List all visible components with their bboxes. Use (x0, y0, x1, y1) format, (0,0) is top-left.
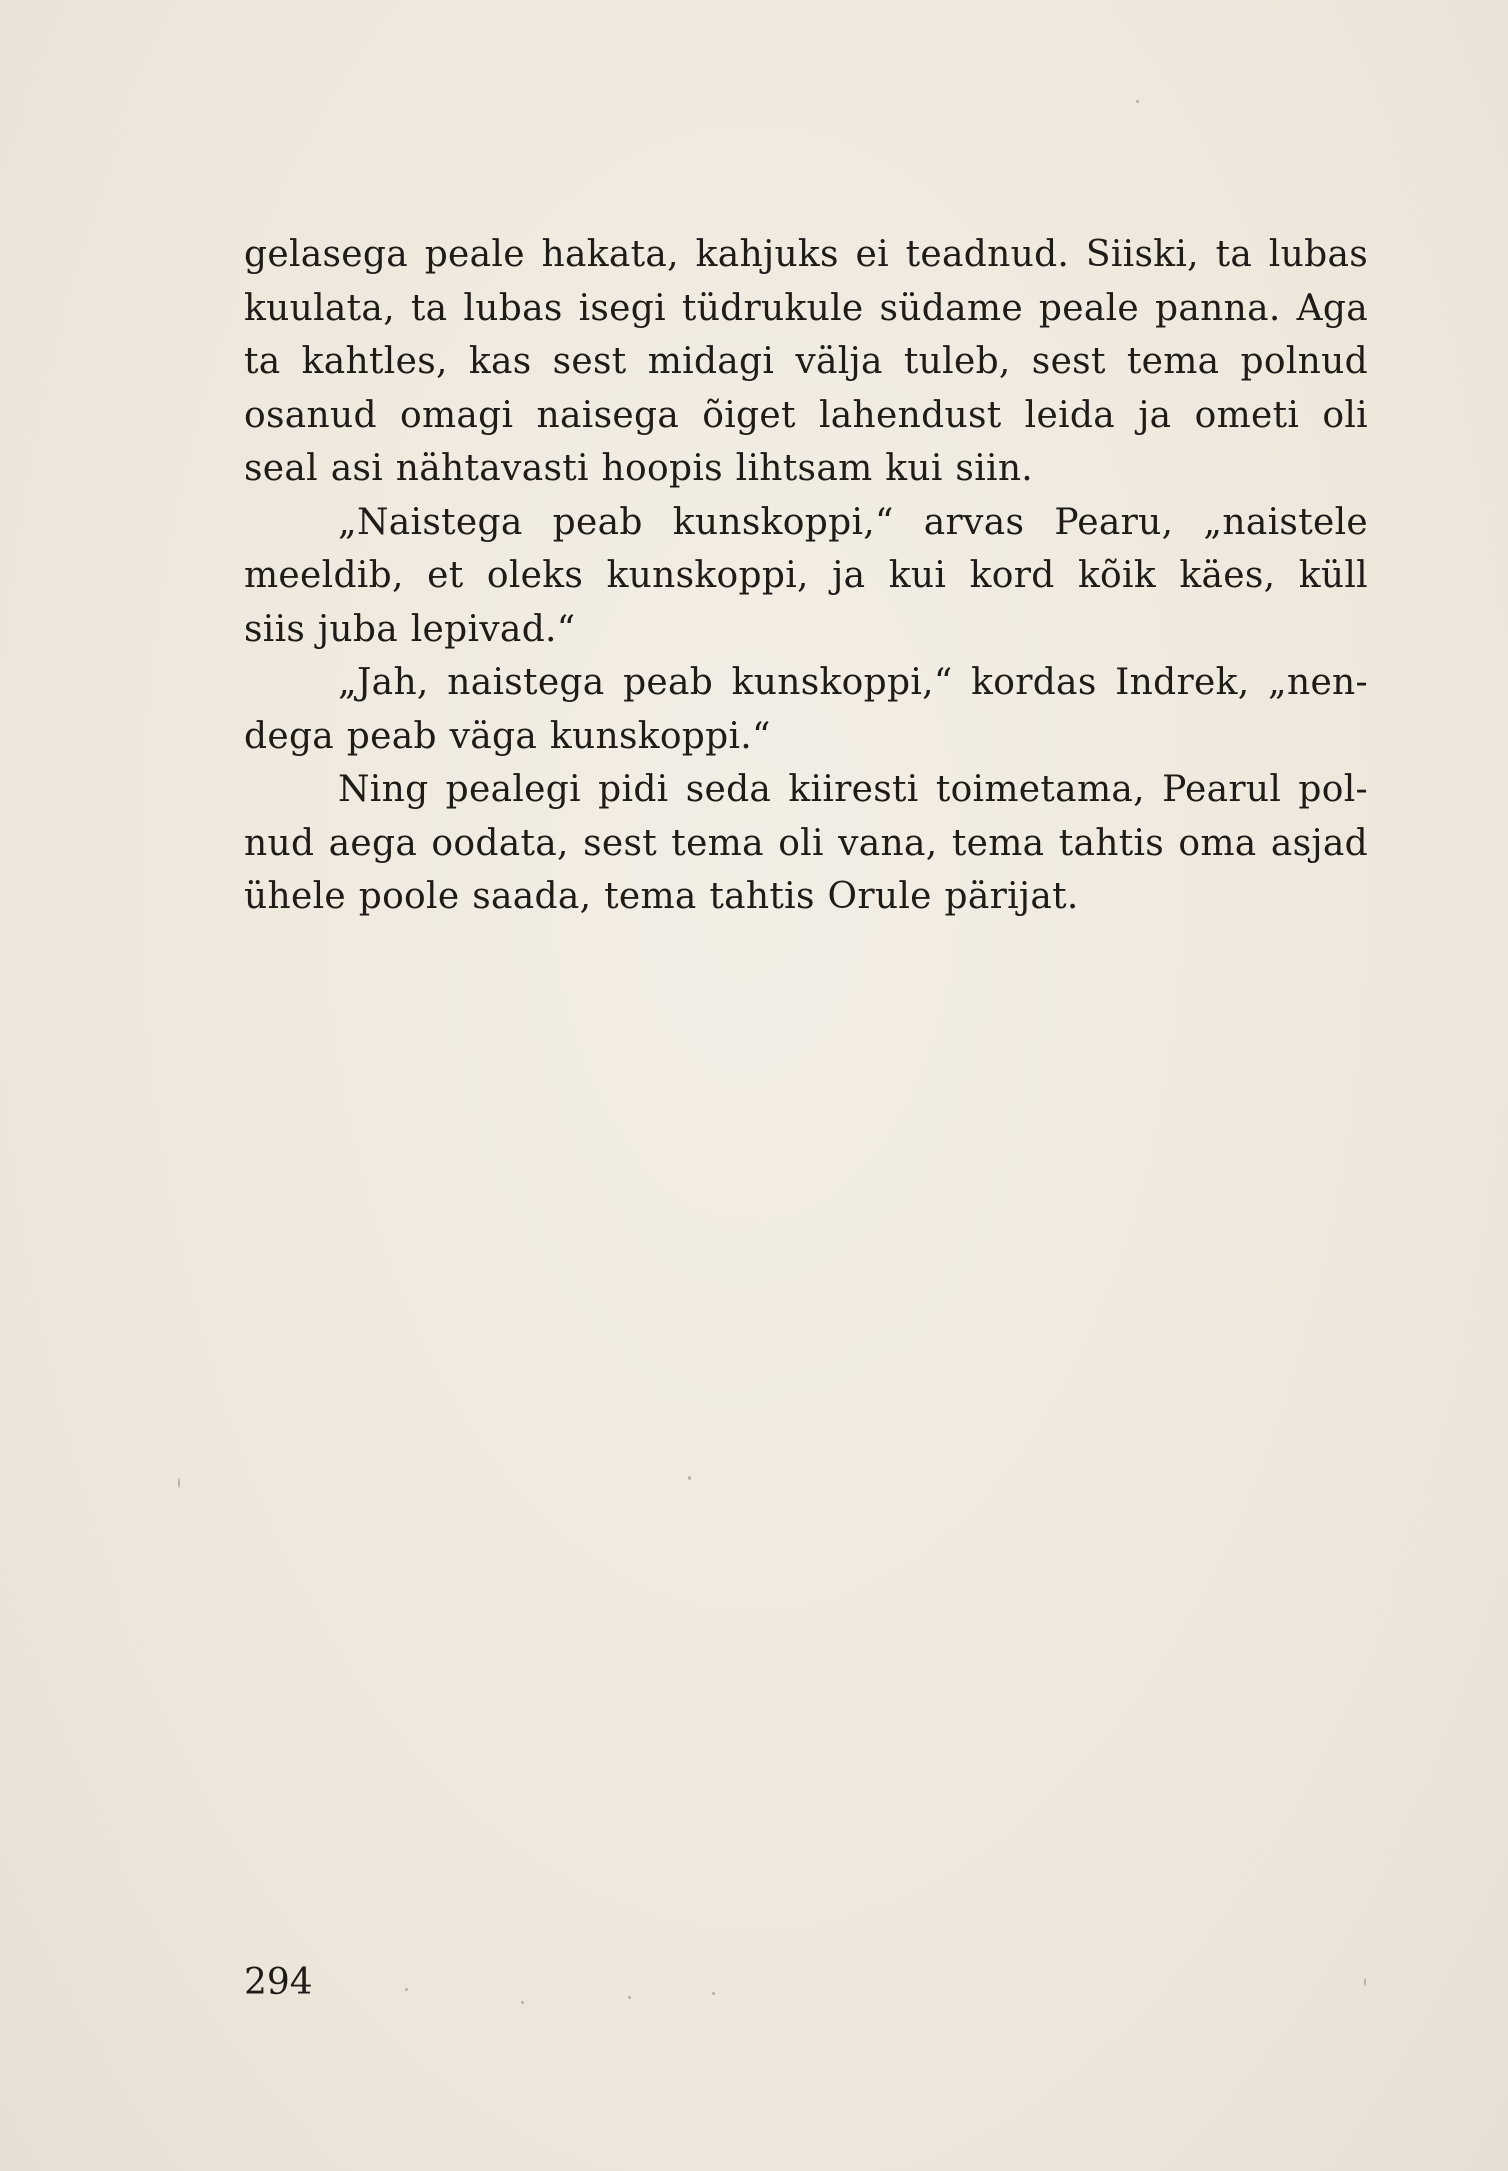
text-line: gelasega peale hakata, kahjuks ei teadnud. Siiski, ta lubas (244, 234, 1368, 275)
text-line: ühele poole saada, tema tahtis Orule pärijat. (244, 876, 1079, 917)
paper-speck (712, 1992, 715, 1995)
text-line: nud aega oodata, sest tema oli vana, tema tahtis oma asjad (244, 822, 1368, 864)
paper-speck (1364, 1978, 1366, 1986)
body-text (244, 228, 1368, 924)
paper-speck (521, 2001, 524, 2004)
text-line: „Jah, naistega peab kunskoppi,“ kordas Indrek, „nen- (338, 662, 1368, 703)
text-line: kuulata, ta lubas isegi tüdrukule südame peale panna. Aga (244, 287, 1368, 329)
paper-speck (178, 1478, 180, 1488)
paper-speck (688, 1476, 691, 1480)
paper-speck (1136, 100, 1139, 103)
text-line: Ning pealegi pidi seda kiiresti toimetama, Pearul pol- (338, 769, 1368, 810)
paper-speck (405, 1988, 408, 1991)
text-line: ta kahtles, kas sest midagi välja tuleb, sest tema polnud (244, 341, 1368, 382)
text-line: osanud omagi naisega õiget lahendust leida ja ometi oli (244, 394, 1368, 436)
page-number: 294 (244, 1962, 313, 2003)
text-line: meeldib, et oleks kunskoppi, ja kui kord kõik käes, küll (244, 555, 1368, 596)
text-line: „Naistega peab kunskoppi,“ arvas Pearu, „naistele (338, 501, 1368, 543)
text-line: dega peab väga kunskoppi.“ (244, 715, 771, 757)
text-line: siis juba lepivad.“ (244, 608, 576, 650)
paper-speck (628, 1996, 631, 1999)
text-line: seal asi nähtavasti hoopis lihtsam kui siin. (244, 448, 1034, 489)
